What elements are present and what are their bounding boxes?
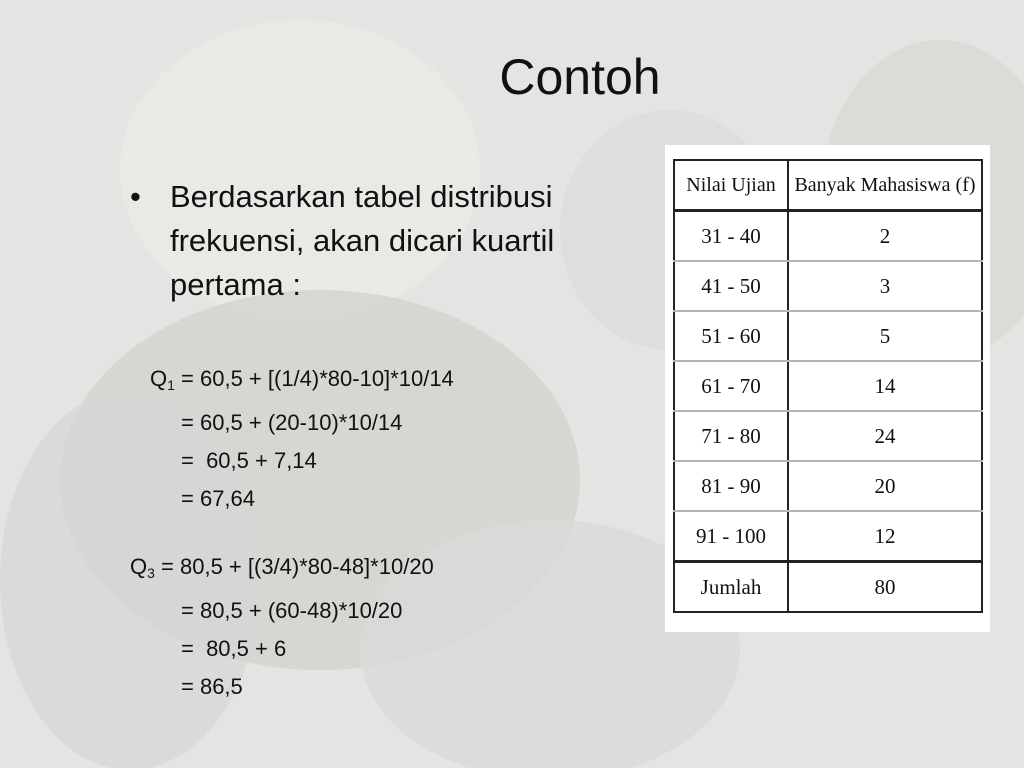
- q3-line-1: $Q_3 = 80,5 + [(3/4)*80-48]*10/20$: [130, 554, 434, 581]
- slide-title: Contoh: [499, 49, 661, 105]
- table-header-row: [674, 160, 982, 211]
- q3-subscript: 3: [147, 565, 155, 581]
- frequency-table: [673, 159, 983, 613]
- total-label-cell: Jumlah: [674, 562, 788, 613]
- q3-line-3: = 80,5 + 6: [181, 636, 287, 661]
- interval-cell: 31 - 40: [674, 211, 788, 262]
- interval-cell: 61 - 70: [674, 361, 788, 411]
- table-row: [674, 511, 982, 562]
- header-banyak-mahasiswa: Banyak Mahasiswa (f): [788, 160, 982, 211]
- q3-line-4: = 86,5: [181, 674, 243, 699]
- frequency-cell: 3: [788, 261, 982, 311]
- table-row: [674, 311, 982, 361]
- total-value-cell: 80: [788, 562, 982, 613]
- q1-line-4: = 67,64: [181, 486, 256, 511]
- table-row: [674, 261, 982, 311]
- table-row: [674, 411, 982, 461]
- q3-calculation: [130, 548, 434, 706]
- frequency-cell: 12: [788, 511, 982, 562]
- header-nilai-ujian: Nilai Ujian: [674, 160, 788, 211]
- bullet-dot-icon: •: [130, 179, 141, 214]
- q1-line-3: = 60,5 + 7,14: [181, 448, 317, 473]
- frequency-cell: 14: [788, 361, 982, 411]
- q3-symbol: Q: [130, 554, 148, 579]
- interval-cell: 71 - 80: [674, 411, 788, 461]
- table-total-row: [674, 562, 982, 613]
- bullet-text: Berdasarkan tabel distribusi frekuensi, akan dicari kuartil pertama :: [170, 179, 555, 302]
- frequency-cell: 24: [788, 411, 982, 461]
- bullet-item: [130, 175, 630, 307]
- table-row: [674, 461, 982, 511]
- table-row: [674, 211, 982, 262]
- q1-subscript: 1: [167, 377, 175, 393]
- frequency-table-image: [665, 145, 990, 632]
- q1-symbol: Q: [150, 366, 168, 391]
- q1-calculation: [150, 360, 454, 518]
- frequency-cell: 2: [788, 211, 982, 262]
- interval-cell: 91 - 100: [674, 511, 788, 562]
- frequency-cell: 5: [788, 311, 982, 361]
- interval-cell: 51 - 60: [674, 311, 788, 361]
- q3-line-2: = 80,5 + (60-48)*10/20: [181, 598, 403, 623]
- frequency-cell: 20: [788, 461, 982, 511]
- table-row: [674, 361, 982, 411]
- interval-cell: 41 - 50: [674, 261, 788, 311]
- interval-cell: 81 - 90: [674, 461, 788, 511]
- q1-line-1: $Q_1 = 60,5 + [(1/4)*80-10]*10/14$: [150, 366, 454, 393]
- q1-line-2: = 60,5 + (20-10)*10/14: [181, 410, 403, 435]
